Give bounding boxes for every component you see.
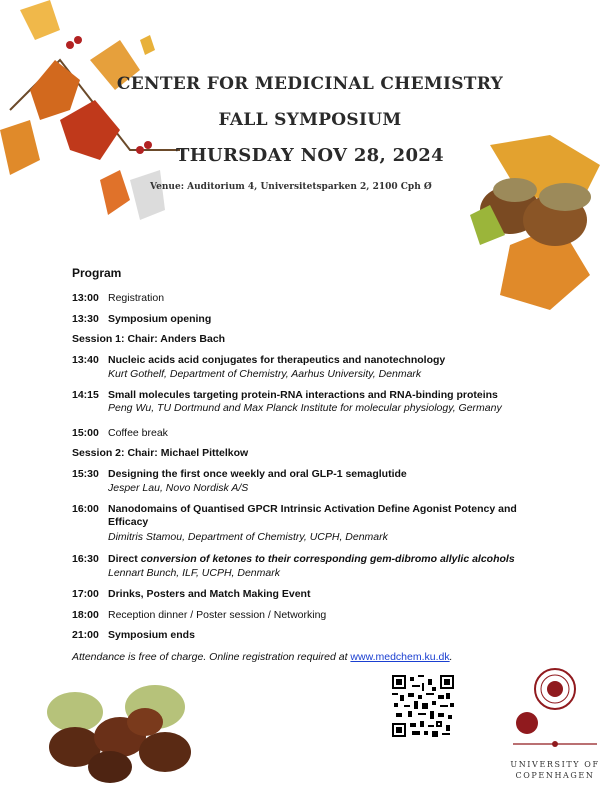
venue-text: Venue: Auditorium 4, Universitetsparken 2, 2100 Cph Ø [150, 182, 432, 192]
university-seal-logo [505, 665, 605, 760]
chestnuts-illustration [35, 682, 205, 787]
registration-link[interactable]: www.medchem.ku.dk [350, 651, 450, 663]
program-heading: Program [72, 266, 122, 280]
registration-note: Attendance is free of charge. Online registration required at www.medchem.ku.dk. [72, 651, 453, 663]
center-title: CENTER FOR MEDICINAL CHEMISTRY [116, 74, 504, 94]
date-title: THURSDAY NOV 28, 2024 [176, 145, 444, 166]
university-name-line2: COPENHAGEN [515, 771, 595, 780]
university-name-line1: UNIVERSITY OF [510, 760, 600, 769]
qr-code[interactable] [392, 675, 454, 737]
session-1-heading: Session 1: Chair: Anders Bach [72, 333, 226, 345]
autumn-leaves-illustration [0, 0, 200, 260]
symposium-title: FALL SYMPOSIUM [218, 110, 402, 130]
session-2-heading: Session 2: Chair: Michael Pittelkow [72, 447, 249, 459]
